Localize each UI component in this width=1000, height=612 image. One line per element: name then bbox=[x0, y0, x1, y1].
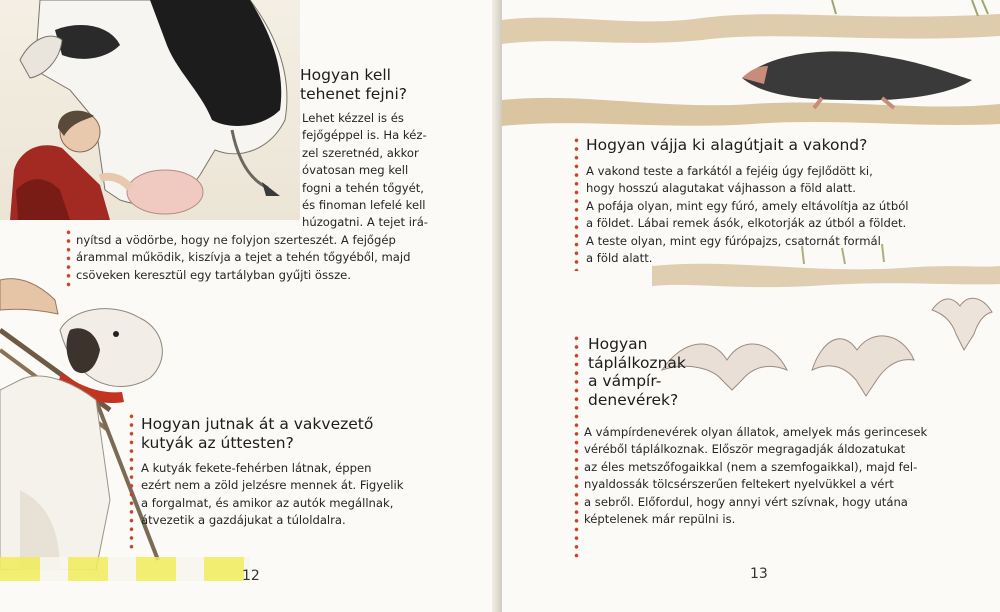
right-page bbox=[502, 0, 1000, 612]
cow-answer-text-top: Lehet kézzel is és fejőgéppel is. Ha kéz- zel szeretnéd, akkor óvatosan meg kell fogni a tehén tőgyét, és finoman lefelé kell húzogatni. A tejet irá- bbox=[302, 111, 428, 230]
cow-answer-text-bottom: nyítsd a vödörbe, hogy ne folyjon szerteszét. A fejőgép árammal működik, kiszívja a tejet a tehén tőgyéből, majd csöveken keresztül egy tartályban gyűjti össze. bbox=[76, 233, 411, 282]
mole-tunnel-illustration bbox=[502, 0, 1000, 130]
dog-question-title: Hogyan jutnak át a vakvezető kutyák az úttesten? bbox=[141, 415, 374, 452]
page-number-right: 13 bbox=[750, 566, 768, 582]
dog-answer-text: A kutyák fekete-fehérben látnak, éppen ezért nem a zöld jelzésre mennek át. Figyelik a forgalmat, és amikor az autók megállnak, átvezetik a gazdájukat a túloldalra. bbox=[141, 461, 404, 528]
vampire-bats-illustration bbox=[652, 240, 1000, 440]
mole-question-title: Hogyan vájja ki alagútjait a vakond? bbox=[586, 136, 868, 154]
cow-milking-illustration bbox=[0, 0, 300, 220]
mole-answer-text: A vakond teste a farkától a fejéig úgy fejlődött ki, hogy hosszú alagutakat vájhasson a föld alatt. A pofája olyan, mint egy fúró, amely eltávolítja az útból a földet. Lábai remek ásók, elkotorják az útból a földet. A teste olyan, mint egy fúrópajzs, csatornát formál a föld alatt. bbox=[586, 164, 909, 266]
cow-question-title: Hogyan kell tehenet fejni? bbox=[300, 66, 407, 103]
mole-dotted-rule bbox=[574, 136, 579, 271]
left-page bbox=[0, 0, 498, 612]
road-stripe bbox=[0, 557, 250, 581]
bat-dotted-rule bbox=[574, 334, 579, 559]
page-number-left: 12 bbox=[242, 568, 260, 584]
dog-dotted-rule bbox=[129, 412, 134, 552]
bat-question-title: Hogyan táplálkoznak a vámpír- denevérek? bbox=[588, 335, 686, 409]
bat-answer-text: A vámpírdenevérek olyan állatok, amelyek más gerincesek véréből táplálkoznak. Először megragadják áldozatukat az éles metszőfogaikkal (nem a szemfogaikkal), majd fel- nyaldossák tölcsérszerűen feltekert nyelvükkel a vért a sebről. Előfordul, hogy annyi vért szívnak, hogy utána képtelenek már repülni is. bbox=[584, 425, 928, 527]
